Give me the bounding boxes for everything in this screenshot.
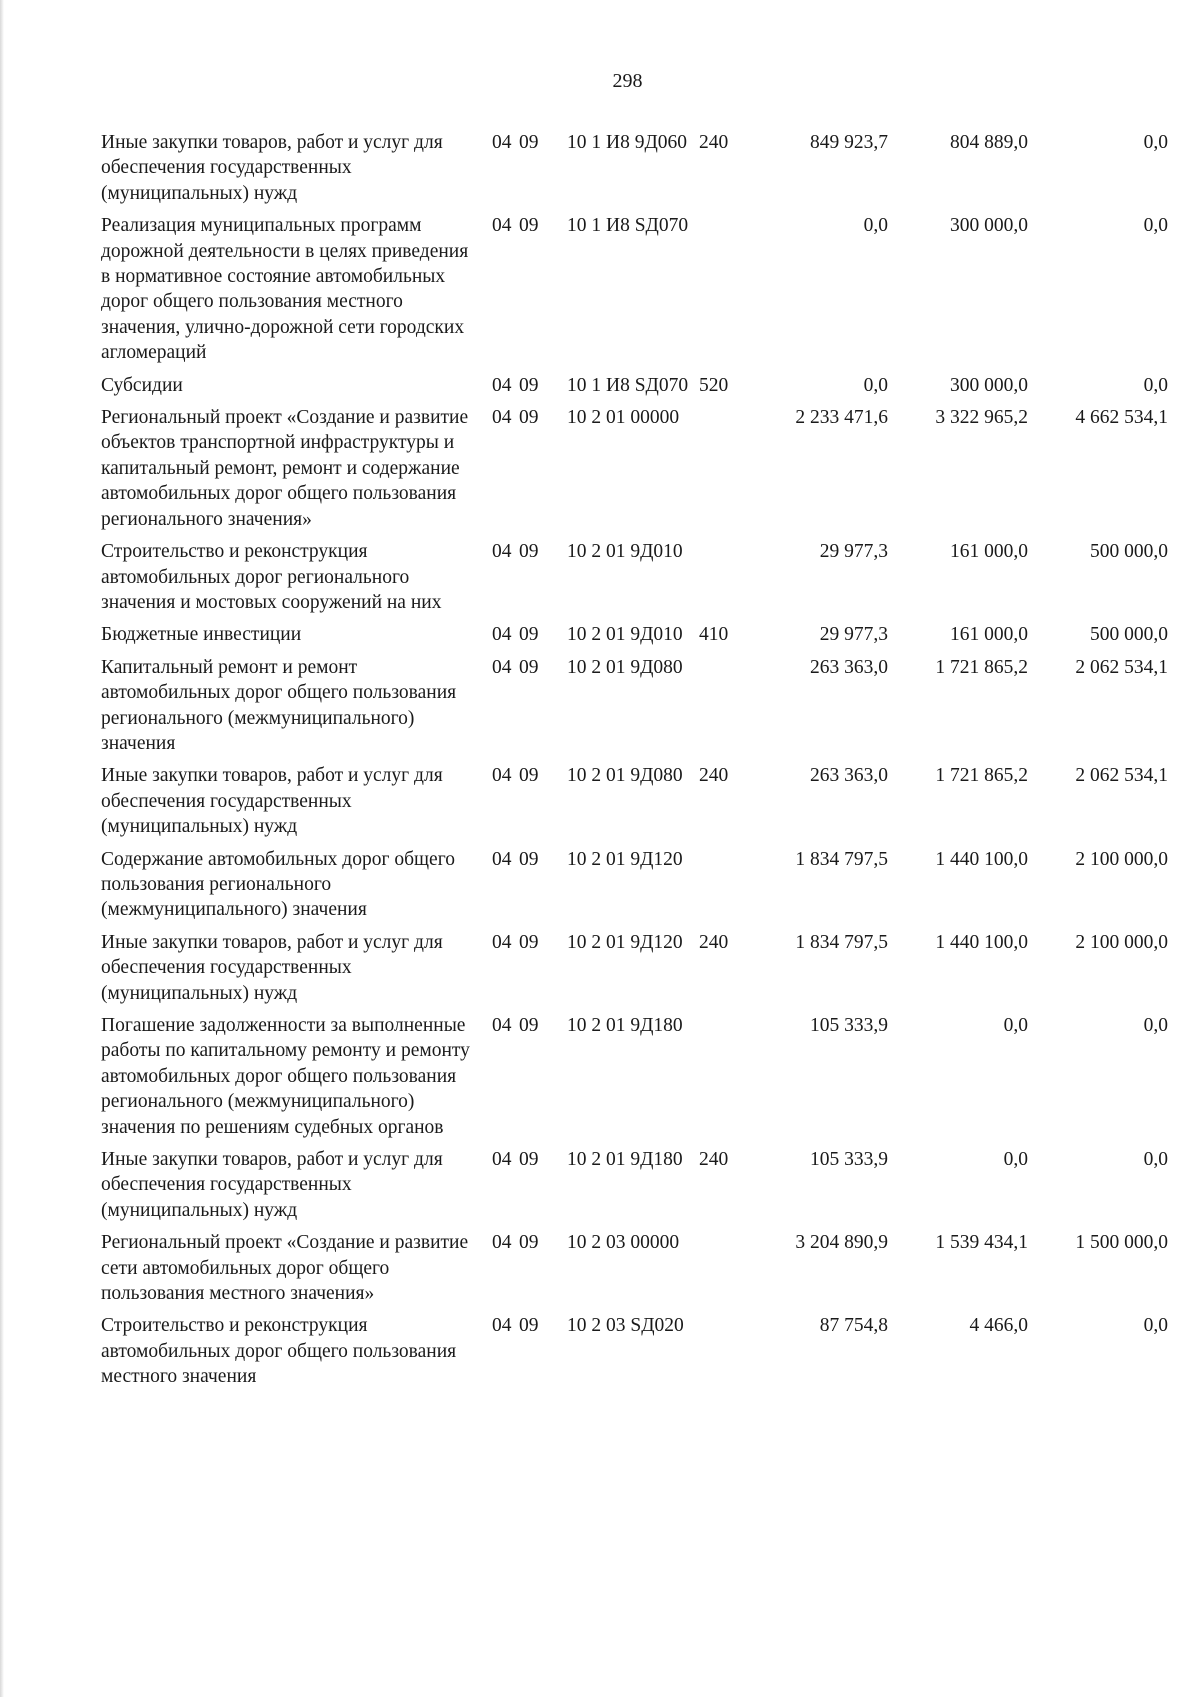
row-amount-year-3: 2 062 534,1 xyxy=(1075,765,1168,787)
row-expense-type xyxy=(695,405,740,539)
row-subsection: 09 xyxy=(519,1015,539,1036)
row-section: 04 xyxy=(492,541,512,563)
row-amount-year-3: 500 000,0 xyxy=(1090,624,1168,646)
row-amount-year-3: 500 000,0 xyxy=(1090,541,1168,563)
row-amount-year-3: 0,0 xyxy=(1143,1315,1168,1337)
row-amount-year-3: 2 062 534,1 xyxy=(1075,656,1168,678)
row-amount-year-2: 1 440 100,0 xyxy=(935,848,1028,870)
row-target-article: 10 2 01 9Д010 xyxy=(567,541,683,563)
row-expense-type xyxy=(695,213,740,372)
row-section: 04 xyxy=(492,624,512,646)
row-target-article: 10 2 03 SД020 xyxy=(567,1315,684,1337)
row-amount-year-3: 0,0 xyxy=(1143,1149,1168,1171)
table-row xyxy=(101,930,1168,1013)
row-name: Субсидии xyxy=(101,374,183,396)
row-target-article: 10 2 01 9Д180 xyxy=(567,1015,683,1036)
row-subsection: 09 xyxy=(519,624,539,646)
row-subsection: 09 xyxy=(519,374,539,396)
table-row xyxy=(101,1230,1168,1313)
table-row xyxy=(101,1313,1168,1396)
row-subsection: 09 xyxy=(519,132,539,153)
row-amount-year-1: 2 233 471,6 xyxy=(795,407,888,429)
row-expense-type: 240 xyxy=(699,765,729,787)
row-subsection: 09 xyxy=(519,1232,539,1254)
row-target-article: 10 1 И8 9Д060 xyxy=(567,132,688,153)
row-amount-year-1: 29 977,3 xyxy=(819,624,888,646)
row-name: Содержание автомобильных дорог общего пользования регионального (межмуниципального) значения xyxy=(101,848,455,921)
row-name: Иные закупки товаров, работ и услуг для обеспечения государственных (муниципальных) нужд xyxy=(101,765,443,838)
row-section: 04 xyxy=(492,765,512,787)
row-amount-year-2: 161 000,0 xyxy=(950,541,1028,563)
row-amount-year-1: 1 834 797,5 xyxy=(795,848,888,870)
table-row xyxy=(101,655,1168,764)
row-target-article: 10 2 01 9Д080 xyxy=(567,656,683,678)
row-section: 04 xyxy=(492,1315,512,1337)
row-expense-type: 240 xyxy=(699,931,729,953)
row-section: 04 xyxy=(492,374,512,396)
row-amount-year-1: 105 333,9 xyxy=(810,1149,888,1171)
row-amount-year-2: 1 721 865,2 xyxy=(935,656,1028,678)
row-amount-year-3: 0,0 xyxy=(1143,215,1168,237)
row-section: 04 xyxy=(492,132,512,153)
row-name: Бюджетные инвестиции xyxy=(101,624,302,646)
row-amount-year-3: 2 100 000,0 xyxy=(1075,931,1168,953)
table-row xyxy=(101,213,1168,372)
table-row xyxy=(101,763,1168,846)
row-target-article: 10 1 И8 SД070 xyxy=(567,374,689,396)
table-row xyxy=(101,130,1168,213)
row-expense-type xyxy=(695,1230,740,1313)
row-subsection: 09 xyxy=(519,656,539,678)
row-expense-type: 240 xyxy=(699,132,729,153)
row-name: Капитальный ремонт и ремонт автомобильных дорог общего пользования регионального (межмуниципального) значения xyxy=(101,656,457,754)
row-section: 04 xyxy=(492,1149,512,1171)
scan-edge-shadow xyxy=(0,0,4,1697)
row-amount-year-2: 804 889,0 xyxy=(950,132,1028,153)
row-name: Региональный проект «Создание и развитие сети автомобильных дорог общего пользования местного значения» xyxy=(101,1232,469,1305)
row-subsection: 09 xyxy=(519,765,539,787)
row-name: Иные закупки товаров, работ и услуг для обеспечения государственных (муниципальных) нужд xyxy=(101,931,443,1004)
row-name: Региональный проект «Создание и развитие объектов транспортной инфраструктуры и капитальный ремонт, ремонт и содержание автомобильных дорог общего пользования регионального значения» xyxy=(101,407,469,530)
row-amount-year-1: 3 204 890,9 xyxy=(795,1232,888,1254)
row-section: 04 xyxy=(492,1015,512,1036)
row-section: 04 xyxy=(492,656,512,678)
table-body xyxy=(101,130,1168,1397)
row-target-article: 10 1 И8 SД070 xyxy=(567,215,689,237)
table-row xyxy=(101,373,1168,405)
row-amount-year-2: 161 000,0 xyxy=(950,624,1028,646)
row-amount-year-2: 4 466,0 xyxy=(969,1315,1028,1337)
row-amount-year-2: 300 000,0 xyxy=(950,374,1028,396)
row-expense-type: 410 xyxy=(699,624,729,646)
row-amount-year-1: 0,0 xyxy=(863,215,888,237)
row-amount-year-1: 263 363,0 xyxy=(810,656,888,678)
row-target-article: 10 2 01 9Д080 xyxy=(567,765,683,787)
row-amount-year-1: 87 754,8 xyxy=(819,1315,888,1337)
row-target-article: 10 2 01 00000 xyxy=(567,407,680,429)
table-row xyxy=(101,405,1168,539)
row-name: Погашение задолженности за выполненные работы по капитальному ремонту и ремонту автомобильных дорог общего пользования регионального (межмуниципального) значения по решениям судебных органов xyxy=(101,1015,470,1138)
row-section: 04 xyxy=(492,931,512,953)
row-name: Иные закупки товаров, работ и услуг для обеспечения государственных (муниципальных) нужд xyxy=(101,1149,443,1221)
row-subsection: 09 xyxy=(519,1315,539,1337)
row-amount-year-1: 263 363,0 xyxy=(810,765,888,787)
table-row xyxy=(101,539,1168,622)
row-expense-type xyxy=(695,655,740,764)
row-name: Иные закупки товаров, работ и услуг для обеспечения государственных (муниципальных) нужд xyxy=(101,132,443,204)
row-subsection: 09 xyxy=(519,931,539,953)
row-subsection: 09 xyxy=(519,215,539,237)
row-amount-year-2: 1 539 434,1 xyxy=(935,1232,1028,1254)
row-section: 04 xyxy=(492,407,512,429)
row-section: 04 xyxy=(492,1232,512,1254)
row-target-article: 10 2 03 00000 xyxy=(567,1232,680,1254)
row-expense-type xyxy=(695,539,740,622)
row-expense-type xyxy=(695,847,740,930)
budget-table xyxy=(101,130,1168,1397)
table-row xyxy=(101,622,1168,654)
row-amount-year-1: 849 923,7 xyxy=(810,132,888,153)
table-row xyxy=(101,847,1168,930)
row-expense-type: 240 xyxy=(699,1149,729,1171)
row-amount-year-1: 1 834 797,5 xyxy=(795,931,888,953)
row-target-article: 10 2 01 9Д120 xyxy=(567,931,683,953)
row-amount-year-3: 4 662 534,1 xyxy=(1075,407,1168,429)
table-row xyxy=(101,1147,1168,1230)
table-row xyxy=(101,1013,1168,1147)
row-amount-year-3: 0,0 xyxy=(1143,132,1168,153)
row-target-article: 10 2 01 9Д180 xyxy=(567,1149,683,1171)
row-name: Строительство и реконструкция автомобильных дорог общего пользования местного значения xyxy=(101,1315,457,1388)
page-number: 298 xyxy=(612,70,643,92)
row-amount-year-1: 29 977,3 xyxy=(819,541,888,563)
row-amount-year-3: 0,0 xyxy=(1143,374,1168,396)
row-expense-type: 520 xyxy=(699,374,729,396)
row-amount-year-2: 3 322 965,2 xyxy=(935,407,1028,429)
row-amount-year-2: 0,0 xyxy=(1003,1149,1028,1171)
row-subsection: 09 xyxy=(519,407,539,429)
row-amount-year-3: 1 500 000,0 xyxy=(1075,1232,1168,1254)
row-expense-type xyxy=(695,1013,740,1147)
row-target-article: 10 2 01 9Д120 xyxy=(567,848,683,870)
row-target-article: 10 2 01 9Д010 xyxy=(567,624,683,646)
row-subsection: 09 xyxy=(519,848,539,870)
row-name: Реализация муниципальных программ дорожной деятельности в целях приведения в нормативное состояние автомобильных дорог общего пользования местного значения, улично-дорожной сети городских агломераций xyxy=(101,215,469,364)
row-name: Строительство и реконструкция автомобильных дорог регионального значения и мостовых сооружений на них xyxy=(101,541,442,613)
row-amount-year-2: 1 440 100,0 xyxy=(935,931,1028,953)
row-amount-year-3: 0,0 xyxy=(1143,1015,1168,1036)
row-subsection: 09 xyxy=(519,541,539,563)
row-amount-year-2: 1 721 865,2 xyxy=(935,765,1028,787)
row-section: 04 xyxy=(492,848,512,870)
row-amount-year-1: 105 333,9 xyxy=(810,1015,888,1036)
row-amount-year-1: 0,0 xyxy=(863,374,888,396)
row-section: 04 xyxy=(492,215,512,237)
row-amount-year-3: 2 100 000,0 xyxy=(1075,848,1168,870)
row-amount-year-2: 300 000,0 xyxy=(950,215,1028,237)
row-subsection: 09 xyxy=(519,1149,539,1171)
row-expense-type xyxy=(695,1313,740,1396)
row-amount-year-2: 0,0 xyxy=(1003,1015,1028,1036)
